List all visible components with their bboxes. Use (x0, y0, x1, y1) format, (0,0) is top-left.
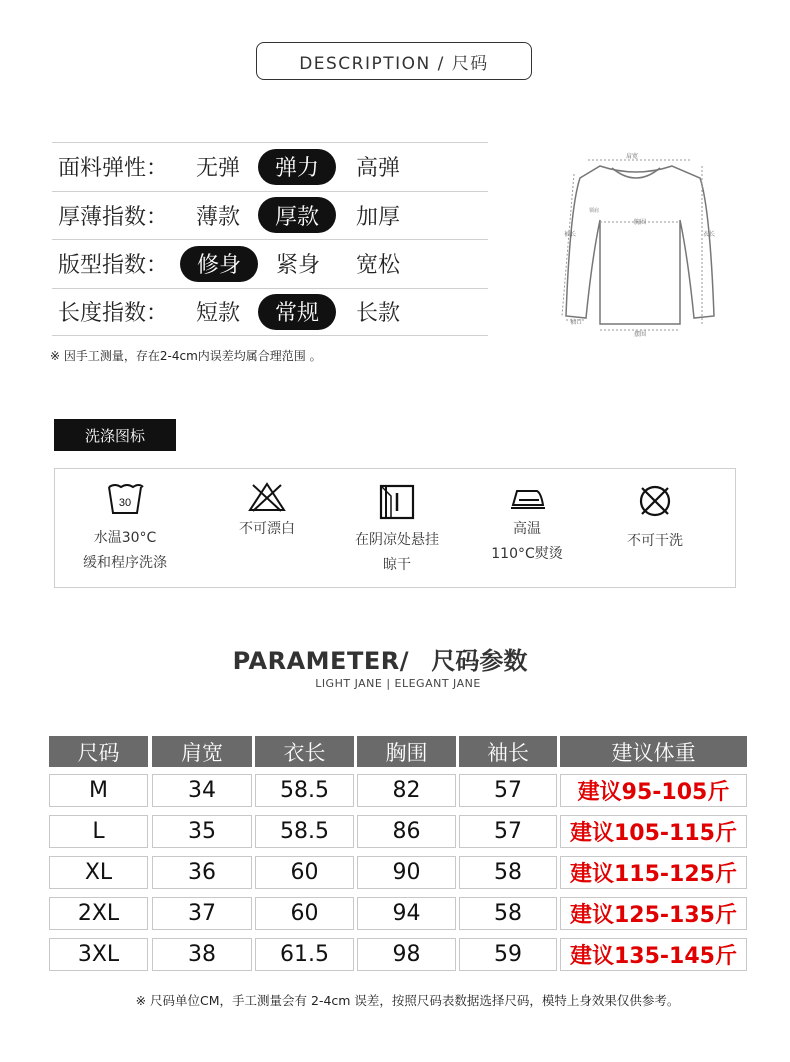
measure-note: ※ 因手工测量，存在2-4cm内误差均属合理范围 。 (50, 349, 322, 363)
table-header: 肩宽 (152, 736, 252, 767)
table-header: 胸围 (357, 736, 456, 767)
table-cell: 60 (255, 897, 354, 930)
table-header: 尺码 (49, 736, 148, 767)
footer-note: ※ 尺码单位CM，手工测量会有 2-4cm 误差，按照尺码表数据选择尺码，模特上身效果仅供参考。 (135, 993, 680, 1008)
length-label: 衣长 (702, 231, 716, 238)
table-cell: 58.5 (255, 774, 354, 807)
table-cell: 98 (357, 938, 456, 971)
parameter-subtitle: LIGHT JANE | ELEGANT JANE (315, 677, 481, 690)
wash-text: 在阴凉处悬挂 (355, 532, 439, 548)
wash-text: 不可漂白 (239, 521, 295, 537)
table-cell: M (49, 774, 148, 807)
wash-30-icon (105, 481, 145, 517)
table-cell: XL (49, 856, 148, 889)
attr-option: 高弹 (355, 156, 400, 182)
attr-option: 无弹 (195, 156, 240, 182)
attribute-table (52, 142, 488, 336)
table-cell: 58.5 (255, 815, 354, 848)
wash-text: 水温30°C (93, 530, 157, 546)
shade-hang-dry-icon (378, 483, 416, 521)
iron-high-icon (507, 483, 547, 511)
attr-option-selected: 常规 (258, 294, 336, 330)
table-cell-weight: 建议95-105斤 (560, 774, 747, 807)
wash-item (585, 469, 725, 589)
cuff-label: 袖口 (569, 319, 583, 326)
wash-title: 洗涤图标 (54, 419, 176, 451)
attr-option: 加厚 (355, 204, 400, 230)
table-cell: 2XL (49, 897, 148, 930)
attr-row-length (52, 288, 488, 337)
table-cell: 36 (152, 856, 252, 889)
wash-text: 晾干 (383, 557, 411, 573)
attr-option-selected: 修身 (180, 246, 258, 282)
attr-option-selected: 厚款 (258, 197, 336, 233)
table-cell: 58 (459, 856, 557, 889)
wash-item (55, 469, 195, 589)
table-cell-weight: 建议135-145斤 (560, 938, 747, 971)
attr-option: 宽松 (355, 253, 400, 279)
wash-text: 不可干洗 (627, 533, 683, 549)
table-cell: 61.5 (255, 938, 354, 971)
sleeve-label: 袖长 (563, 231, 577, 238)
table-header: 衣长 (255, 736, 354, 767)
wash-item (327, 469, 467, 589)
wash-temp-badge: 30 (118, 497, 132, 509)
wash-item (197, 469, 337, 589)
attr-row-thickness (52, 191, 488, 240)
wash-text: 缓和程序洗涤 (83, 555, 167, 571)
table-cell-weight: 建议115-125斤 (560, 856, 747, 889)
attr-option: 短款 (195, 301, 240, 327)
table-header: 建议体重 (560, 736, 747, 767)
table-cell: 90 (357, 856, 456, 889)
table-cell: 59 (459, 938, 557, 971)
table-cell: 58 (459, 897, 557, 930)
shoulder-label: 肩宽 (625, 153, 639, 160)
table-cell: 34 (152, 774, 252, 807)
table-cell: 60 (255, 856, 354, 889)
attr-row-elasticity (52, 142, 488, 191)
no-bleach-icon (247, 481, 287, 513)
parameter-title-en: PARAMETER/ (232, 647, 409, 675)
parameter-title-cn: 尺码参数 (431, 647, 528, 675)
table-cell: 86 (357, 815, 456, 848)
table-cell: 94 (357, 897, 456, 930)
parameter-title (0, 641, 760, 676)
attr-option-selected: 弹力 (258, 149, 336, 185)
table-cell: 38 (152, 938, 252, 971)
table-cell: 37 (152, 897, 252, 930)
no-dry-clean-icon (637, 483, 673, 519)
hem-label: 摆围 (633, 331, 647, 338)
table-cell: L (49, 815, 148, 848)
attr-option: 长款 (355, 301, 400, 327)
table-cell: 82 (357, 774, 456, 807)
wash-icons-panel (54, 468, 736, 588)
table-cell: 35 (152, 815, 252, 848)
table-cell: 57 (459, 815, 557, 848)
wash-text: 高温 (513, 521, 541, 537)
attr-label: 厚薄指数： (58, 204, 169, 230)
attr-option: 紧身 (275, 253, 320, 279)
attr-label: 版型指数： (58, 253, 169, 279)
attr-option: 薄款 (195, 204, 240, 230)
table-header: 袖长 (459, 736, 557, 767)
collar-label: 领肩 (588, 208, 600, 214)
attr-row-fit (52, 239, 488, 288)
description-title: DESCRIPTION / 尺码 (256, 42, 532, 80)
garment-diagram (552, 148, 722, 338)
wash-item (457, 469, 597, 589)
chest-label: 胸围 (633, 219, 647, 226)
table-cell-weight: 建议125-135斤 (560, 897, 747, 930)
table-cell: 57 (459, 774, 557, 807)
table-cell: 3XL (49, 938, 148, 971)
attr-label: 面料弹性： (58, 156, 169, 182)
table-cell-weight: 建议105-115斤 (560, 815, 747, 848)
attr-label: 长度指数： (58, 301, 169, 327)
wash-text: 110°C熨烫 (491, 546, 563, 562)
